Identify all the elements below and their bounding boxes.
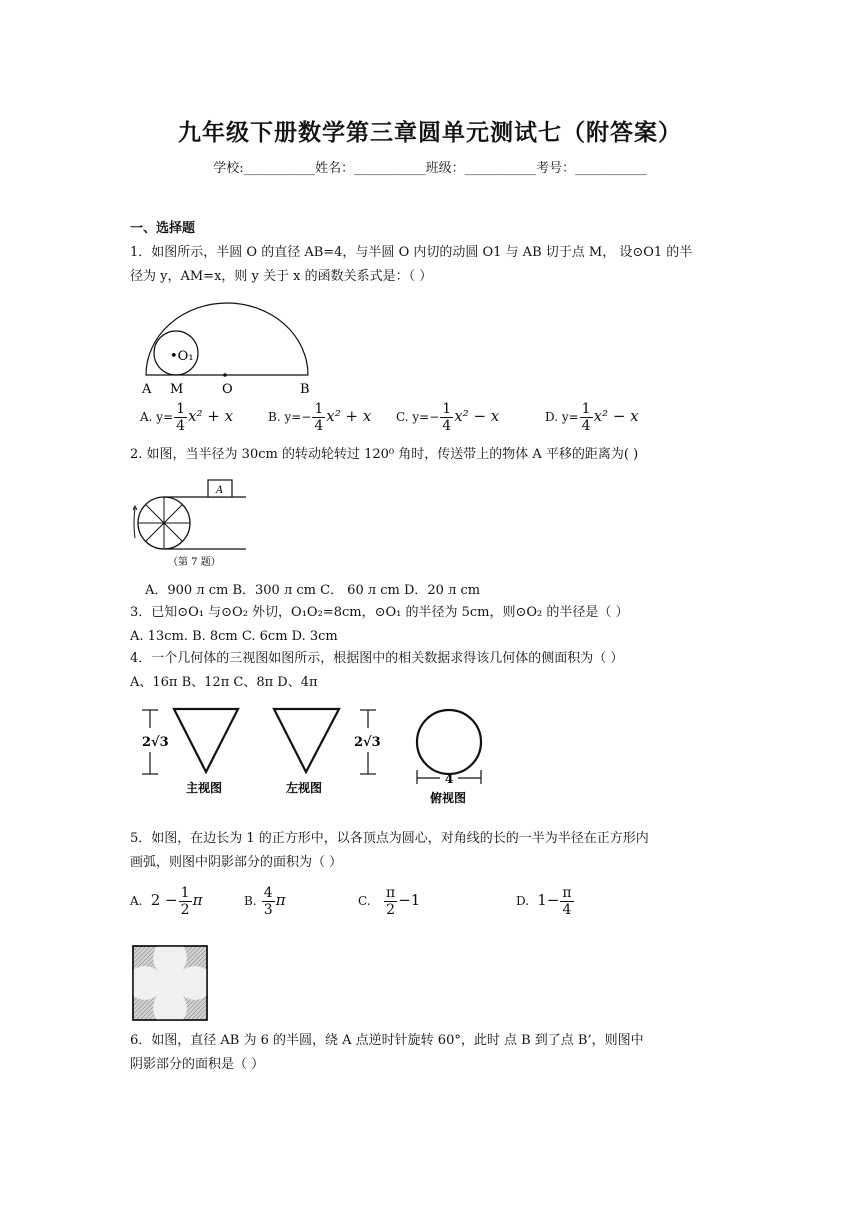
q5-text-line1: 5．如图，在边长为 1 的正方形中，以各顶点为圆心，对角线的长的一半为半径在正方形内 (130, 831, 649, 846)
q4-options: A、16π B、12π C、8π D、4π (130, 675, 318, 690)
q4-three-views-figure (134, 700, 504, 810)
q3-options: A. 13cm. B. 8cm C. 6cm D. 3cm (130, 629, 338, 644)
q5-option-b: B. $\frac{4}{3}$ π (244, 885, 286, 918)
q1-text-line2: 径为 y，AM=x，则 y 关于 x 的函数关系式是：（ ） (130, 269, 433, 284)
q1-label-m: M (170, 382, 184, 397)
q1-label-a: A (142, 382, 152, 397)
q2-object-label: A (216, 485, 224, 496)
q1-label-b: B (300, 382, 310, 397)
q6-text-line2: 阴影部分的面积是（ ） (130, 1057, 265, 1072)
q4-main-view-label: 主视图 (186, 781, 223, 795)
q1-text-line1: 1．如图所示，半圆 O 的直径 AB=4，与半圆 O 内切的动圆 O1 与 AB 切于点 M， 设⊙O1 的半 (130, 245, 693, 260)
q4-text-line1: 4．一个几何体的三视图如图所示，根据图中的相关数据求得该几何体的侧面积为（ ） (130, 651, 624, 666)
q1-option-b: B. y=− $\frac{1}{4}$ x² + x (268, 401, 372, 434)
q2-figure-caption: （第 7 题） (168, 557, 221, 568)
q5-shaded-square-figure (131, 944, 211, 1022)
q1-option-d: D. y= $\frac{1}{4}$ x² − x (545, 401, 639, 434)
q5-text-line2: 画弧，则图中阴影部分的面积为（ ） (130, 855, 343, 870)
q4-top-view-label: 俯视图 (430, 791, 467, 805)
q3-text-line1: 3．已知⊙O₁ 与⊙O₂ 外切，O₁O₂=8cm，⊙O₁ 的半径为 5cm，则⊙O₂ 的半径是（ ） (130, 605, 629, 620)
q2-options: A．900 л cm B．300 л cm C． 60 л cm D．20 л cm (145, 583, 481, 598)
q1-label-o: O (222, 382, 233, 397)
q2-conveyor-figure (124, 472, 254, 572)
q5-option-c: C. $\frac{\pi}{2}$ −1 (358, 885, 421, 918)
q4-dim-left: 2√3 (142, 735, 169, 750)
q6-text-line1: 6．如图，直径 AB 为 6 的半圆，绕 A 点逆时针旋转 60°，此时 点 B 到了点 B’，则图中 (130, 1033, 644, 1048)
q4-left-view-label: 左视图 (286, 781, 323, 795)
q4-dim-right: 2√3 (354, 735, 381, 750)
q4-dim-bottom: 4 (445, 772, 454, 786)
q1-option-a: A. y= $\frac{1}{4}$ x² + x (140, 401, 234, 434)
section-heading: 一、选择题 (130, 221, 196, 236)
page-title: 九年级下册数学第三章圆单元测试七（附答案） (178, 120, 682, 146)
q5-option-a: A. 2 − $\frac{1}{2}$ π (130, 885, 203, 918)
q1-option-c: C. y=− $\frac{1}{4}$ x² − x (396, 401, 500, 434)
student-info-line: 学校:___________姓名：___________班级：___________考号：___________ (213, 161, 647, 176)
q5-option-d: D. 1− $\frac{\pi}{4}$ (516, 885, 572, 918)
q1-label-o1: •O₁ (170, 349, 194, 364)
q2-text-line1: 2. 如图，当半径为 30cm 的转动轮转过 120⁰ 角时，传送带上的物体 A 平移的距离为( ) (130, 447, 639, 462)
q1-semicircle-figure (136, 300, 326, 400)
